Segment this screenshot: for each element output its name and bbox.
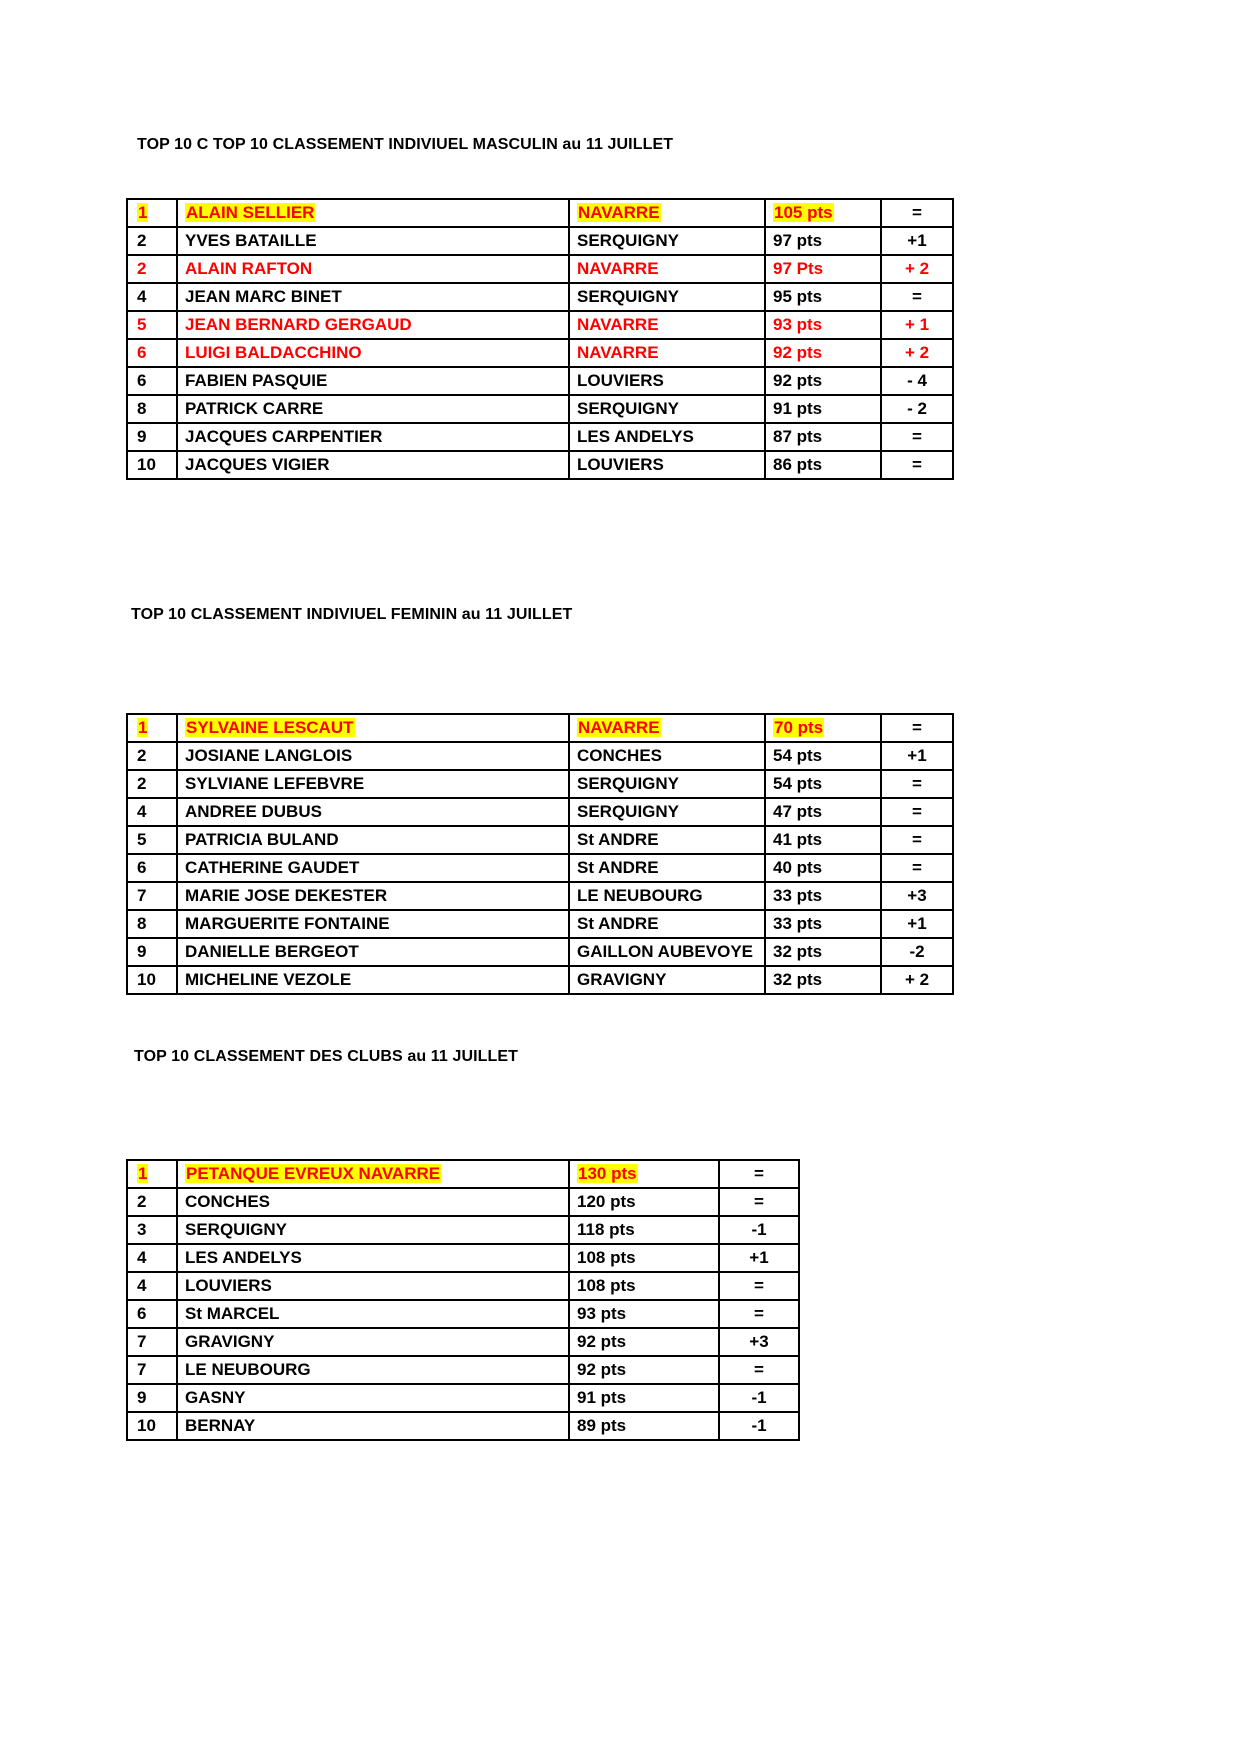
cell-club: NAVARRE xyxy=(569,255,765,283)
cell-rank: 6 xyxy=(127,339,177,367)
cell-name: ANDREE DUBUS xyxy=(177,798,569,826)
cell-club: LE NEUBOURG xyxy=(569,882,765,910)
cell-rank: 6 xyxy=(127,367,177,395)
table-row xyxy=(127,938,953,966)
cell-rank: 2 xyxy=(127,227,177,255)
cell-name: JEAN MARC BINET xyxy=(177,283,569,311)
cell-rank: 9 xyxy=(127,938,177,966)
cell-delta: -1 xyxy=(719,1412,799,1440)
cell-points: 33 pts xyxy=(765,882,881,910)
cell-name: YVES BATAILLE xyxy=(177,227,569,255)
cell-delta: + 2 xyxy=(881,255,953,283)
cell-delta: = xyxy=(881,199,953,227)
section-title-clubs: TOP 10 CLASSEMENT DES CLUBS au 11 JUILLET xyxy=(134,1048,519,1065)
cell-rank: 5 xyxy=(127,311,177,339)
table-row xyxy=(127,227,953,255)
cell-club: CONCHES xyxy=(569,742,765,770)
cell-points: 93 pts xyxy=(765,311,881,339)
cell-rank: 8 xyxy=(127,910,177,938)
cell-name: GRAVIGNY xyxy=(177,1328,569,1356)
table-row xyxy=(127,1412,799,1440)
cell-club: SERQUIGNY xyxy=(569,227,765,255)
cell-delta: - 4 xyxy=(881,367,953,395)
table-row xyxy=(127,423,953,451)
cell-points: 91 pts xyxy=(569,1384,719,1412)
cell-club: SERQUIGNY xyxy=(569,770,765,798)
cell-rank: 7 xyxy=(127,1328,177,1356)
cell-delta: +3 xyxy=(881,882,953,910)
cell-delta: = xyxy=(881,451,953,479)
cell-rank: 1 xyxy=(138,1164,148,1184)
cell-rank: 2 xyxy=(127,742,177,770)
cell-delta: -1 xyxy=(719,1216,799,1244)
cell-delta: = xyxy=(881,423,953,451)
cell-points: 32 pts xyxy=(765,966,881,994)
table-row xyxy=(127,1160,799,1188)
cell-points: 108 pts xyxy=(569,1272,719,1300)
cell-points: 92 pts xyxy=(765,367,881,395)
cell-name: ALAIN RAFTON xyxy=(177,255,569,283)
cell-club: St ANDRE xyxy=(569,826,765,854)
table-row xyxy=(127,283,953,311)
table-row xyxy=(127,826,953,854)
table-row xyxy=(127,742,953,770)
cell-club: NAVARRE xyxy=(578,718,660,738)
cell-name: JACQUES VIGIER xyxy=(177,451,569,479)
cell-rank: 10 xyxy=(127,966,177,994)
cell-club: LOUVIERS xyxy=(569,451,765,479)
cell-points: 92 pts xyxy=(569,1328,719,1356)
cell-points: 97 pts xyxy=(765,227,881,255)
cell-name: St MARCEL xyxy=(177,1300,569,1328)
cell-club: SERQUIGNY xyxy=(569,283,765,311)
cell-name: FABIEN PASQUIE xyxy=(177,367,569,395)
cell-rank: 9 xyxy=(127,1384,177,1412)
table-body-feminin xyxy=(127,714,953,994)
cell-club: GAILLON AUBEVOYE xyxy=(569,938,765,966)
cell-delta: +3 xyxy=(719,1328,799,1356)
cell-club: NAVARRE xyxy=(578,203,660,223)
cell-name: LUIGI BALDACCHINO xyxy=(177,339,569,367)
cell-rank: 7 xyxy=(127,882,177,910)
cell-rank: 2 xyxy=(127,255,177,283)
table-row xyxy=(127,798,953,826)
cell-points: 40 pts xyxy=(765,854,881,882)
cell-rank: 10 xyxy=(127,1412,177,1440)
cell-delta: = xyxy=(719,1188,799,1216)
cell-name: SYLVIANE LEFEBVRE xyxy=(177,770,569,798)
table-row xyxy=(127,1384,799,1412)
table-row xyxy=(127,311,953,339)
cell-delta: = xyxy=(719,1356,799,1384)
table-row xyxy=(127,1356,799,1384)
cell-name: BERNAY xyxy=(177,1412,569,1440)
cell-rank: 10 xyxy=(127,451,177,479)
cell-rank: 4 xyxy=(127,1272,177,1300)
cell-rank: 9 xyxy=(127,423,177,451)
cell-points: 91 pts xyxy=(765,395,881,423)
section-title-masculin: TOP 10 C TOP 10 CLASSEMENT INDIVIUEL MASCULIN au 11 JUILLET xyxy=(137,136,674,153)
cell-rank: 2 xyxy=(127,1188,177,1216)
cell-rank: 4 xyxy=(127,798,177,826)
cell-club: SERQUIGNY xyxy=(569,395,765,423)
cell-name: GASNY xyxy=(177,1384,569,1412)
table-row xyxy=(127,966,953,994)
table-row xyxy=(127,1300,799,1328)
cell-delta: = xyxy=(881,714,953,742)
cell-rank: 1 xyxy=(138,203,148,223)
table-row xyxy=(127,770,953,798)
cell-club: SERQUIGNY xyxy=(569,798,765,826)
cell-club: NAVARRE xyxy=(569,339,765,367)
table-row xyxy=(127,1328,799,1356)
table-body-masculin xyxy=(127,199,953,479)
cell-delta: = xyxy=(881,826,953,854)
cell-name: DANIELLE BERGEOT xyxy=(177,938,569,966)
table-row xyxy=(127,255,953,283)
ranking-table-clubs xyxy=(126,1159,800,1441)
cell-points: 32 pts xyxy=(765,938,881,966)
table-row xyxy=(127,395,953,423)
cell-points: 33 pts xyxy=(765,910,881,938)
table-row xyxy=(127,199,953,227)
cell-club: St ANDRE xyxy=(569,910,765,938)
cell-delta: - 2 xyxy=(881,395,953,423)
cell-delta: = xyxy=(881,283,953,311)
cell-name: LES ANDELYS xyxy=(177,1244,569,1272)
cell-points: 41 pts xyxy=(765,826,881,854)
ranking-table-feminin xyxy=(126,713,954,995)
cell-name: CATHERINE GAUDET xyxy=(177,854,569,882)
cell-name: PATRICK CARRE xyxy=(177,395,569,423)
cell-points: 47 pts xyxy=(765,798,881,826)
cell-points: 108 pts xyxy=(569,1244,719,1272)
cell-points: 86 pts xyxy=(765,451,881,479)
cell-points: 120 pts xyxy=(569,1188,719,1216)
cell-points: 87 pts xyxy=(765,423,881,451)
cell-rank: 6 xyxy=(127,1300,177,1328)
cell-points: 92 pts xyxy=(765,339,881,367)
cell-delta: +1 xyxy=(719,1244,799,1272)
cell-club: LOUVIERS xyxy=(569,367,765,395)
cell-club: LES ANDELYS xyxy=(569,423,765,451)
table-row xyxy=(127,339,953,367)
cell-delta: +1 xyxy=(881,742,953,770)
table-body-clubs xyxy=(127,1160,799,1440)
cell-rank: 8 xyxy=(127,395,177,423)
ranking-table-masculin xyxy=(126,198,954,480)
table-row xyxy=(127,854,953,882)
table-row xyxy=(127,1272,799,1300)
cell-points: 95 pts xyxy=(765,283,881,311)
table-row xyxy=(127,910,953,938)
cell-delta: + 2 xyxy=(881,339,953,367)
cell-name: ALAIN SELLIER xyxy=(186,203,315,223)
cell-name: LOUVIERS xyxy=(177,1272,569,1300)
cell-name: JACQUES CARPENTIER xyxy=(177,423,569,451)
table-row xyxy=(127,1244,799,1272)
cell-delta: + 2 xyxy=(881,966,953,994)
cell-points: 97 Pts xyxy=(765,255,881,283)
cell-points: 54 pts xyxy=(765,770,881,798)
cell-delta: = xyxy=(719,1272,799,1300)
cell-points: 89 pts xyxy=(569,1412,719,1440)
cell-name: MARGUERITE FONTAINE xyxy=(177,910,569,938)
cell-delta: +1 xyxy=(881,910,953,938)
cell-points: 92 pts xyxy=(569,1356,719,1384)
cell-delta: + 1 xyxy=(881,311,953,339)
table-row xyxy=(127,1216,799,1244)
cell-rank: 1 xyxy=(138,718,148,738)
cell-delta: -2 xyxy=(881,938,953,966)
cell-points: 130 pts xyxy=(578,1164,637,1184)
table-row xyxy=(127,1188,799,1216)
cell-rank: 2 xyxy=(127,770,177,798)
cell-name: MICHELINE VEZOLE xyxy=(177,966,569,994)
cell-points: 118 pts xyxy=(569,1216,719,1244)
cell-name: JEAN BERNARD GERGAUD xyxy=(177,311,569,339)
cell-name: SERQUIGNY xyxy=(177,1216,569,1244)
cell-delta: = xyxy=(881,770,953,798)
table-row xyxy=(127,451,953,479)
cell-delta: = xyxy=(881,798,953,826)
cell-rank: 5 xyxy=(127,826,177,854)
cell-rank: 3 xyxy=(127,1216,177,1244)
table-row xyxy=(127,882,953,910)
cell-name: MARIE JOSE DEKESTER xyxy=(177,882,569,910)
cell-rank: 4 xyxy=(127,1244,177,1272)
cell-name: PATRICIA BULAND xyxy=(177,826,569,854)
cell-name: JOSIANE LANGLOIS xyxy=(177,742,569,770)
section-title-feminin: TOP 10 CLASSEMENT INDIVIUEL FEMININ au 11 JUILLET xyxy=(131,606,573,623)
cell-name: CONCHES xyxy=(177,1188,569,1216)
cell-name: LE NEUBOURG xyxy=(177,1356,569,1384)
cell-delta: = xyxy=(881,854,953,882)
cell-delta: = xyxy=(719,1300,799,1328)
cell-points: 54 pts xyxy=(765,742,881,770)
cell-name: SYLVAINE LESCAUT xyxy=(186,718,354,738)
cell-club: St ANDRE xyxy=(569,854,765,882)
cell-club: NAVARRE xyxy=(569,311,765,339)
cell-delta: = xyxy=(719,1160,799,1188)
cell-rank: 6 xyxy=(127,854,177,882)
cell-points: 70 pts xyxy=(774,718,824,738)
cell-rank: 4 xyxy=(127,283,177,311)
cell-name: PETANQUE EVREUX NAVARRE xyxy=(186,1164,441,1184)
cell-delta: +1 xyxy=(881,227,953,255)
cell-points: 93 pts xyxy=(569,1300,719,1328)
cell-club: GRAVIGNY xyxy=(569,966,765,994)
table-row xyxy=(127,714,953,742)
cell-points: 105 pts xyxy=(774,203,833,223)
cell-rank: 7 xyxy=(127,1356,177,1384)
cell-delta: -1 xyxy=(719,1384,799,1412)
table-row xyxy=(127,367,953,395)
